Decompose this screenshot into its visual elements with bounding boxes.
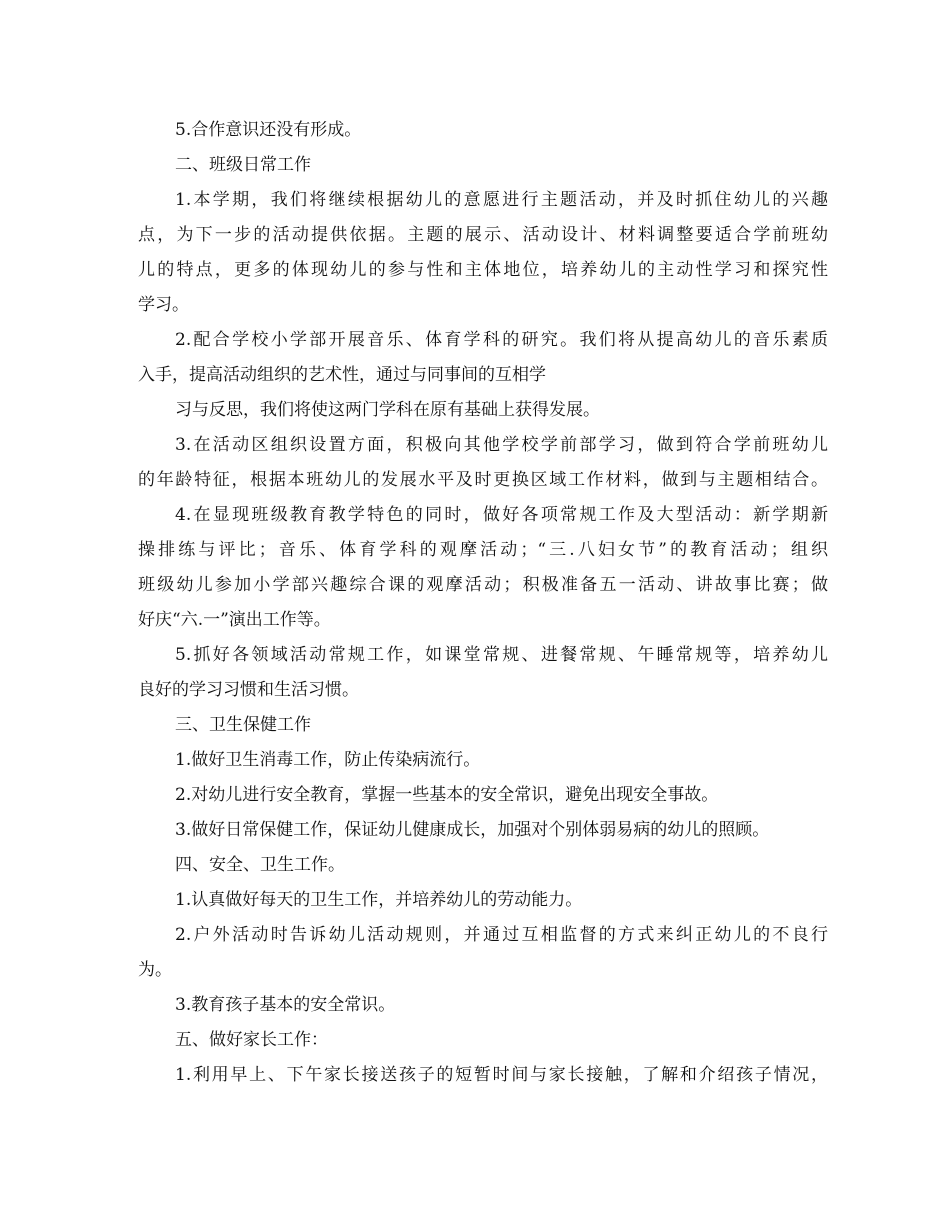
paragraph-line: 1.利用早上、下午家长接送孩子的短暂时间与家长接触，了解和介绍孩子情况， <box>175 1065 828 1085</box>
paragraph-line: 1.本学期，我们将继续根据幼儿的意愿进行主题活动，并及时抓住幼儿的兴趣 <box>175 190 828 210</box>
paragraph-line: 学习。 <box>138 295 189 315</box>
paragraph-line: 4.在显现班级教育教学特色的同时，做好各项常规工作及大型活动：新学期新 <box>175 505 828 525</box>
paragraph-line: 3.在活动区组织设置方面，积极向其他学校学前部学习，做到符合学前班幼儿 <box>175 435 828 455</box>
document-body <box>138 113 828 1093</box>
paragraph-line: 班级幼儿参加小学部兴趣综合课的观摩活动；积极准备五一活动、讲故事比赛；做 <box>138 575 828 595</box>
paragraph-line: 儿的特点，更多的体现幼儿的参与性和主体地位，培养幼儿的主动性学习和探究性 <box>138 260 828 280</box>
paragraph-line: 2.配合学校小学部开展音乐、体育学科的研究。我们将从提高幼儿的音乐素质 <box>175 330 828 350</box>
paragraph-line: 习与反思，我们将使这两门学科在原有基础上获得发展。 <box>175 400 600 420</box>
section-heading: 二、班级日常工作 <box>175 155 311 175</box>
paragraph-line: 入手，提高活动组织的艺术性，通过与同事间的互相学 <box>138 365 546 385</box>
paragraph-line: 好庆“六.一”演出工作等。 <box>138 610 331 630</box>
paragraph-line: 的年龄特征，根据本班幼儿的发展水平及时更换区域工作材料，做到与主题相结合。 <box>138 470 828 490</box>
paragraph-line: 为。 <box>138 960 172 980</box>
paragraph-line: 操排练与评比；音乐、体育学科的观摩活动；“三.八妇女节”的教育活动；组织 <box>138 540 828 560</box>
list-item: 1.认真做好每天的卫生工作，并培养幼儿的劳动能力。 <box>175 890 583 910</box>
section-heading: 五、做好家长工作： <box>175 1030 328 1050</box>
paragraph-line: 2.户外活动时告诉幼儿活动规则，并通过互相监督的方式来纠正幼儿的不良行 <box>175 925 828 945</box>
list-item: 2.对幼儿进行安全教育，掌握一些基本的安全常识，避免出现安全事故。 <box>175 785 719 805</box>
list-item: 3.教育孩子基本的安全常识。 <box>175 995 396 1015</box>
list-item: 1.做好卫生消毒工作，防止传染病流行。 <box>175 750 481 770</box>
paragraph-line: 5.抓好各领域活动常规工作，如课堂常规、进餐常规、午睡常规等，培养幼儿 <box>175 645 828 665</box>
paragraph-line: 点，为下一步的活动提供依据。主题的展示、活动设计、材料调整要适合学前班幼 <box>138 225 828 245</box>
paragraph-line: 良好的学习习惯和生活习惯。 <box>138 680 359 700</box>
list-item: 3.做好日常保健工作，保证幼儿健康成长，加强对个别体弱易病的幼儿的照顾。 <box>175 820 770 840</box>
section-heading: 四、安全、卫生工作。 <box>175 855 345 875</box>
list-item: 5.合作意识还没有形成。 <box>175 120 362 140</box>
section-heading: 三、卫生保健工作 <box>175 715 311 735</box>
